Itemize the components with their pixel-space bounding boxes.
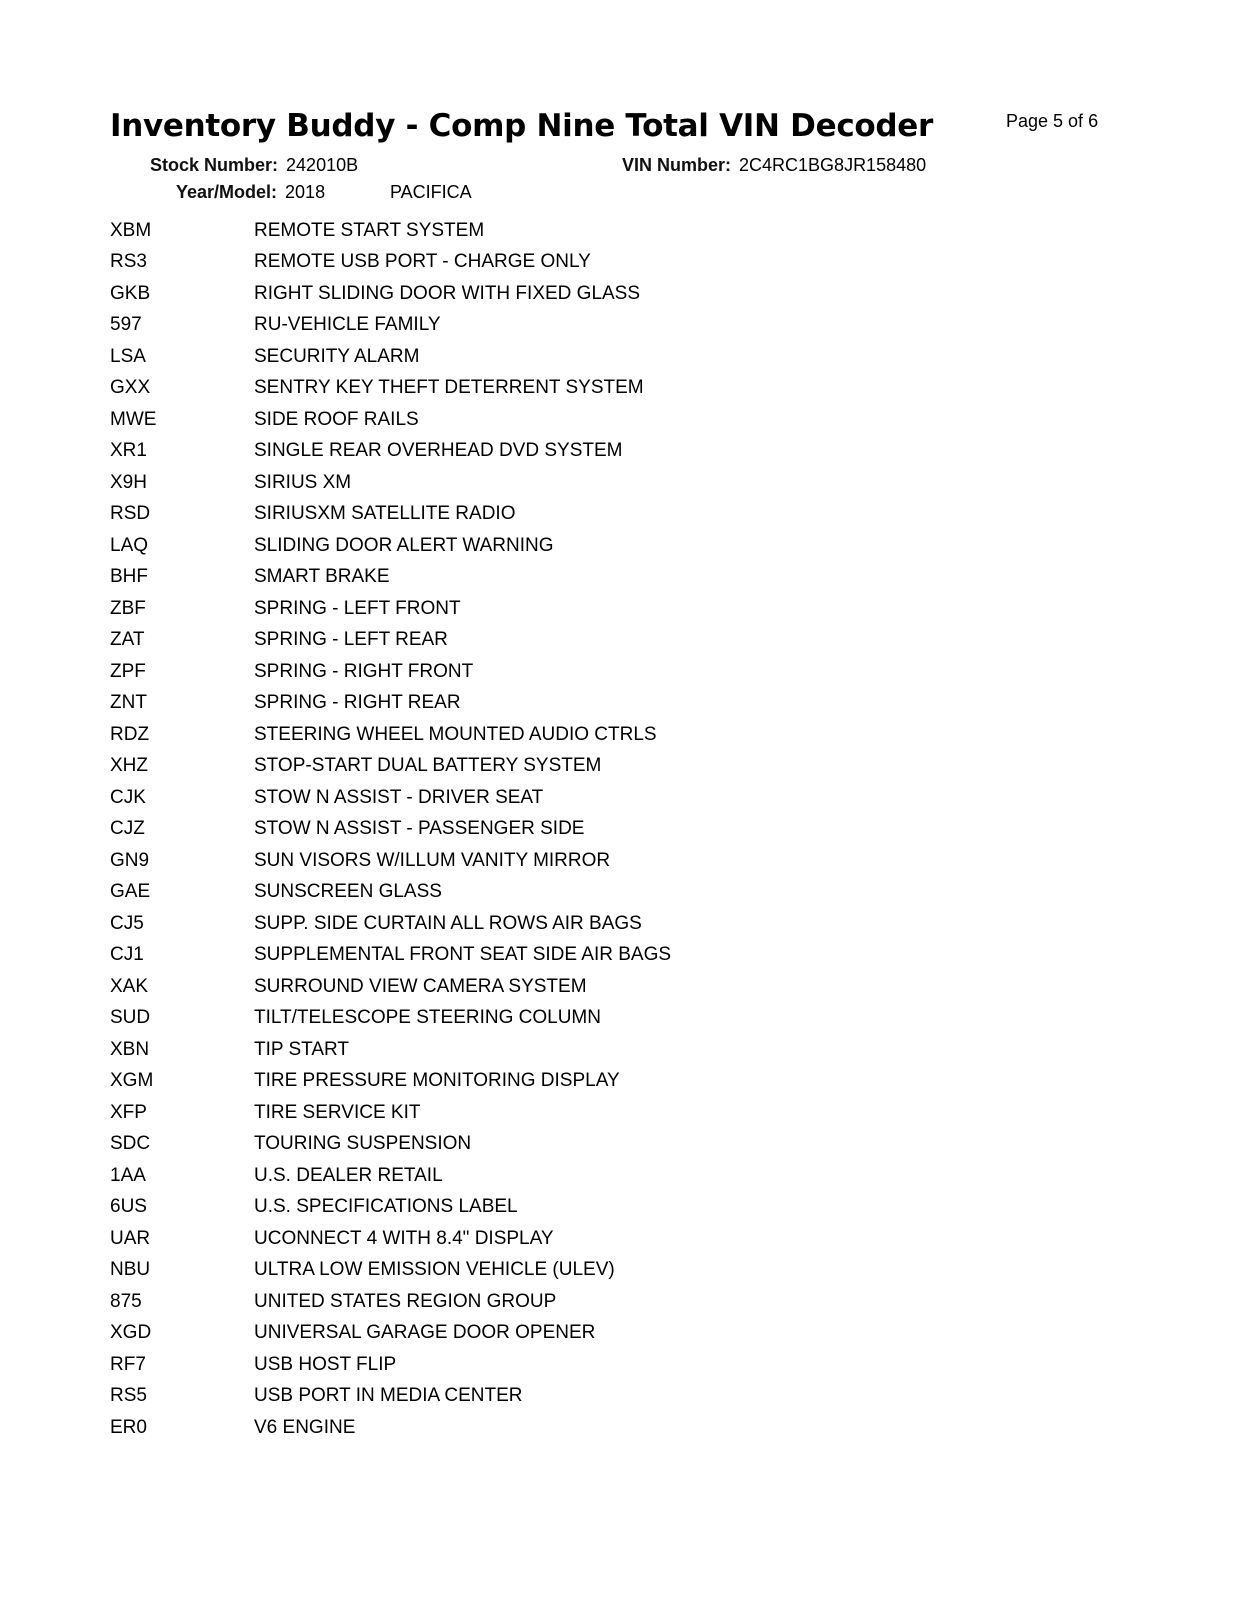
list-item: [110, 436, 910, 468]
option-code: ZNT: [110, 692, 147, 714]
list-item: [110, 1255, 910, 1287]
option-description: TIP START: [254, 1038, 350, 1060]
list-item: [110, 562, 910, 594]
option-code: RDZ: [110, 723, 150, 745]
option-code: CJK: [110, 786, 146, 808]
option-description: SPRING - RIGHT FRONT: [254, 660, 474, 682]
list-item: [110, 1034, 910, 1066]
option-code: GN9: [110, 849, 150, 871]
option-code: XBM: [110, 219, 152, 241]
option-description: UCONNECT 4 WITH 8.4" DISPLAY: [254, 1227, 554, 1249]
option-description: TILT/TELESCOPE STEERING COLUMN: [254, 1007, 601, 1029]
year-model-label: Year/Model:: [176, 182, 278, 202]
option-code: NBU: [110, 1259, 151, 1281]
page-number: Page 5 of 6: [1006, 111, 1099, 131]
option-description: U.S. DEALER RETAIL: [254, 1164, 443, 1186]
option-description: SECURITY ALARM: [254, 345, 420, 367]
option-code: LAQ: [110, 534, 149, 556]
list-item: [110, 1381, 910, 1413]
option-code: CJ5: [110, 912, 144, 934]
list-item: [110, 278, 910, 310]
option-description: SIDE ROOF RAILS: [254, 408, 419, 430]
option-code: 1AA: [110, 1164, 146, 1186]
option-code: XGD: [110, 1322, 152, 1344]
stock-number-value: 242010B: [286, 155, 359, 175]
list-item: [110, 341, 910, 373]
list-item: [110, 215, 910, 247]
option-code: XBN: [110, 1038, 150, 1060]
option-description: TOURING SUSPENSION: [254, 1133, 472, 1155]
option-code: XAK: [110, 975, 149, 997]
option-code: ZPF: [110, 660, 146, 682]
option-code: SUD: [110, 1007, 151, 1029]
option-code: RS3: [110, 251, 147, 273]
option-description: TIRE PRESSURE MONITORING DISPLAY: [254, 1070, 620, 1092]
option-description: SMART BRAKE: [254, 566, 390, 588]
list-item: [110, 625, 910, 657]
option-code-list: [110, 215, 910, 1444]
option-description: TIRE SERVICE KIT: [254, 1101, 421, 1123]
option-description: UNIVERSAL GARAGE DOOR OPENER: [254, 1322, 596, 1344]
model-value: PACIFICA: [390, 182, 472, 202]
option-code: SDC: [110, 1133, 151, 1155]
list-item: [110, 404, 910, 436]
list-item: [110, 719, 910, 751]
list-item: [110, 782, 910, 814]
vin-number: [622, 154, 926, 176]
option-description: SUPPLEMENTAL FRONT SEAT SIDE AIR BAGS: [254, 944, 672, 966]
option-description: V6 ENGINE: [254, 1416, 356, 1438]
option-description: SINGLE REAR OVERHEAD DVD SYSTEM: [254, 440, 623, 462]
option-code: LSA: [110, 345, 146, 367]
option-code: ZAT: [110, 629, 145, 651]
list-item: [110, 1349, 910, 1381]
option-code: XGM: [110, 1070, 154, 1092]
option-description: ULTRA LOW EMISSION VEHICLE (ULEV): [254, 1259, 615, 1281]
option-code: ER0: [110, 1416, 147, 1438]
option-code: RF7: [110, 1353, 146, 1375]
list-item: [110, 1160, 910, 1192]
option-description: USB HOST FLIP: [254, 1353, 397, 1375]
list-item: [110, 688, 910, 720]
option-description: SENTRY KEY THEFT DETERRENT SYSTEM: [254, 377, 644, 399]
option-description: REMOTE START SYSTEM: [254, 219, 485, 241]
option-code: ZBF: [110, 597, 146, 619]
option-description: SPRING - LEFT REAR: [254, 629, 448, 651]
option-code: RSD: [110, 503, 151, 525]
option-description: SUN VISORS W/ILLUM VANITY MIRROR: [254, 849, 611, 871]
list-item: [110, 467, 910, 499]
option-description: STOW N ASSIST - DRIVER SEAT: [254, 786, 544, 808]
option-code: XR1: [110, 440, 147, 462]
option-code: MWE: [110, 408, 157, 430]
option-code: X9H: [110, 471, 147, 493]
list-item: [110, 814, 910, 846]
option-description: SUPP. SIDE CURTAIN ALL ROWS AIR BAGS: [254, 912, 642, 934]
option-description: SURROUND VIEW CAMERA SYSTEM: [254, 975, 587, 997]
stock-number: [150, 154, 358, 176]
option-code: RS5: [110, 1385, 147, 1407]
list-item: [110, 1129, 910, 1161]
option-description: STEERING WHEEL MOUNTED AUDIO CTRLS: [254, 723, 657, 745]
option-description: USB PORT IN MEDIA CENTER: [254, 1385, 523, 1407]
list-item: [110, 1318, 910, 1350]
option-code: BHF: [110, 566, 148, 588]
option-description: SIRIUS XM: [254, 471, 352, 493]
option-code: GXX: [110, 377, 151, 399]
list-item: [110, 877, 910, 909]
list-item: [110, 751, 910, 783]
option-code: XFP: [110, 1101, 147, 1123]
list-item: [110, 1003, 910, 1035]
list-item: [110, 940, 910, 972]
vin-number-label: VIN Number:: [622, 155, 732, 175]
option-description: UNITED STATES REGION GROUP: [254, 1290, 557, 1312]
list-item: [110, 1286, 910, 1318]
list-item: [110, 593, 910, 625]
option-code: CJ1: [110, 944, 144, 966]
option-code: 875: [110, 1290, 142, 1312]
option-code: 6US: [110, 1196, 147, 1218]
option-description: SIRIUSXM SATELLITE RADIO: [254, 503, 516, 525]
option-description: SPRING - RIGHT REAR: [254, 692, 461, 714]
option-code: 597: [110, 314, 142, 336]
option-code: XHZ: [110, 755, 148, 777]
list-item: [110, 1223, 910, 1255]
option-description: STOW N ASSIST - PASSENGER SIDE: [254, 818, 585, 840]
list-item: [110, 499, 910, 531]
list-item: [110, 530, 910, 562]
year-model: [176, 181, 325, 203]
option-description: SUNSCREEN GLASS: [254, 881, 442, 903]
list-item: [110, 908, 910, 940]
option-code: UAR: [110, 1227, 151, 1249]
list-item: [110, 1066, 910, 1098]
list-item: [110, 1412, 910, 1444]
option-description: SLIDING DOOR ALERT WARNING: [254, 534, 554, 556]
option-description: REMOTE USB PORT - CHARGE ONLY: [254, 251, 591, 273]
list-item: [110, 373, 910, 405]
list-item: [110, 1097, 910, 1129]
page-title: Inventory Buddy - Comp Nine Total VIN Decoder: [110, 108, 934, 144]
option-description: U.S. SPECIFICATIONS LABEL: [254, 1196, 518, 1218]
list-item: [110, 310, 910, 342]
option-description: SPRING - LEFT FRONT: [254, 597, 461, 619]
stock-number-label: Stock Number:: [150, 155, 279, 175]
list-item: [110, 247, 910, 279]
year-value: 2018: [285, 182, 326, 202]
list-item: [110, 1192, 910, 1224]
list-item: [110, 971, 910, 1003]
vin-number-value: 2C4RC1BG8JR158480: [739, 155, 927, 175]
option-code: GAE: [110, 881, 151, 903]
option-code: GKB: [110, 282, 151, 304]
option-description: RU-VEHICLE FAMILY: [254, 314, 441, 336]
list-item: [110, 845, 910, 877]
option-description: RIGHT SLIDING DOOR WITH FIXED GLASS: [254, 282, 641, 304]
list-item: [110, 656, 910, 688]
option-description: STOP-START DUAL BATTERY SYSTEM: [254, 755, 602, 777]
option-code: CJZ: [110, 818, 145, 840]
